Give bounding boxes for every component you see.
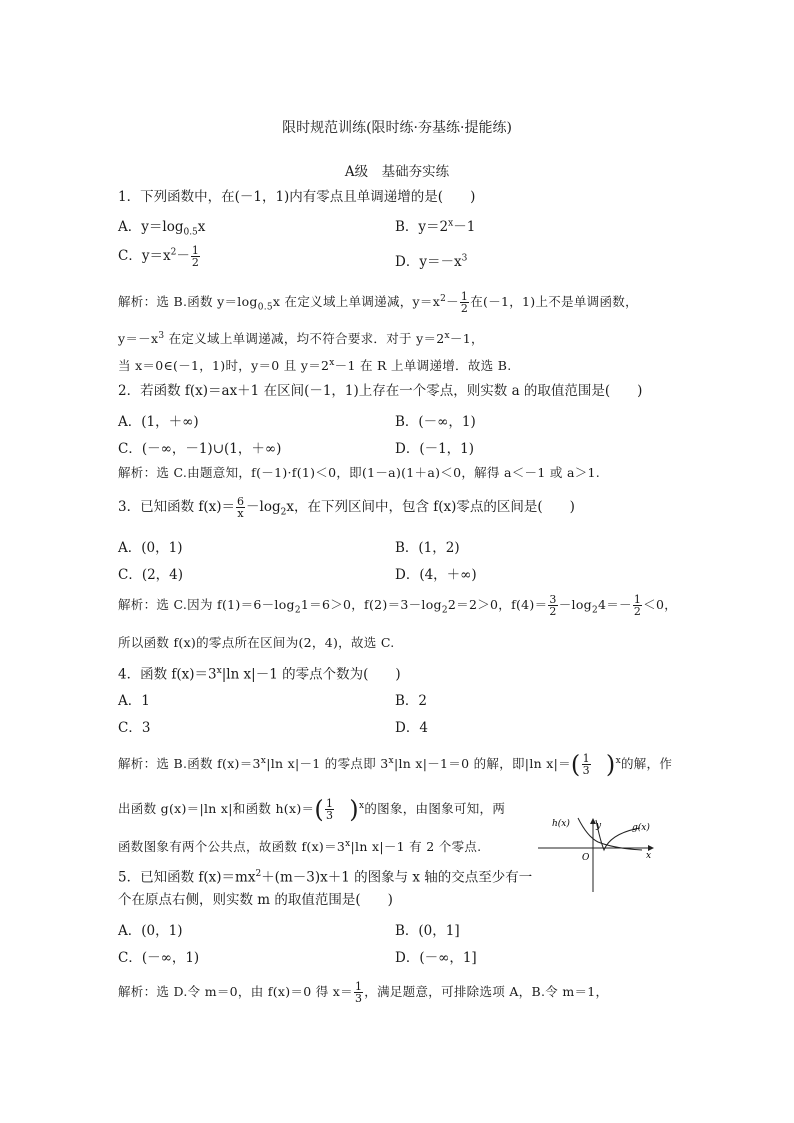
q3-solution-line1: 解析：选 C.因为 $f(1)=6-\log_21=6>0$，$f(2)=3-\log_22=2>0$，f(4)＝ $\frac{3}{2}$ $-\log_24=-$ $\frac{1}{2}$ ＜0，	[118, 593, 678, 618]
q2-option-c: C．(－∞，－1)∪(1，＋∞)	[118, 441, 282, 457]
section-heading: A级 基础夯实练	[344, 164, 450, 180]
q2-solution: 解析：选 C.由题意知，f(－1)·f(1)＜0，即(1－a)(1＋a)＜0，解得 a＜－1 或 a＞1.	[118, 465, 601, 480]
q1-stem: 1．下列函数中，在(－1，1)内有零点且单调递增的是( )	[118, 189, 476, 205]
q5-option-c: C．(－∞，1)	[118, 950, 200, 966]
q3-option-c: C．(2，4)	[118, 567, 184, 583]
q5-option-a: A．(0，1)	[118, 923, 183, 939]
q1-option-d: D．$y=-x^3$	[395, 253, 468, 270]
q4-solution-line3: 函数图象有两个公共点，故函数 $f(x)=3^x|\ln$ x|－1 有 2 个零点.	[118, 839, 482, 855]
q1-option-b: B．$y=2^x-1$	[395, 218, 476, 235]
q4-stem: 4．函数 $f(x)=3^x|\ln$ x|－1 的零点个数为( )	[118, 666, 401, 683]
q1-option-c: C．$y=x^2-$ $\frac{1}{2}$	[118, 244, 199, 269]
q2-stem: 2．若函数 f(x)＝ax＋1 在区间(－1，1)上存在一个零点，则实数 a 的取值范围是( )	[118, 383, 643, 399]
label-o: O	[582, 853, 590, 863]
q3-option-a: A．(0，1)	[118, 540, 183, 556]
q1-option-a: A．$y=\log_{0.5}x$	[118, 219, 206, 238]
q4-solution-line2: 出函数 g(x)＝|ln x|和函数 h(x)＝( $\frac{1}{3}$ )$^x$的图象，由图象可知，两	[118, 795, 506, 824]
q3-option-d: D．(4，＋∞)	[395, 567, 477, 583]
q4-option-a: A．1	[118, 693, 150, 709]
q4-option-b: B．2	[395, 693, 428, 709]
q3-solution-line2: 所以函数 f(x)的零点所在区间为(2，4)，故选 C.	[118, 635, 395, 650]
q3-option-b: B．(1，2)	[395, 540, 460, 556]
q3-stem: 3．已知函数 f(x)＝ $\frac{6}{x}$ $-\log_2x$，在下列区间中，包含 f(x)零点的区间是( )	[118, 495, 575, 520]
label-h: h(x)	[552, 819, 570, 829]
page-title: 限时规范训练(限时练·夯基练·提能练)	[282, 120, 512, 136]
function-graph	[538, 816, 658, 892]
q4-option-d: D．4	[395, 720, 428, 736]
q5-option-d: D．(－∞，1]	[395, 950, 477, 966]
label-y: y	[596, 821, 602, 831]
q2-option-b: B．(－∞，1)	[395, 414, 476, 430]
q1-solution-line2: $y=-x^3$ 在定义域上单调递减，均不符合要求．对于 $y=2^x-1$，	[118, 331, 484, 347]
q2-option-a: A．(1，＋∞)	[118, 414, 199, 430]
q5-solution: 解析：选 D.令 m＝0，由 f(x)＝0 得 x＝ $\frac{1}{3}$ ，满足题意，可排除选项 A，B.令 m＝1，	[118, 980, 609, 1005]
label-x: x	[646, 851, 652, 861]
q4-solution-line1: 解析：选 B.函数 $f(x)=3^x|\ln$ x|－1 的零点即 3$^x$|ln x|－1＝0 的解，即|ln x|＝( $\frac{1}{3}$ )$^x$的解，作	[118, 750, 673, 779]
q2-option-d: D．(－1，1)	[395, 441, 475, 457]
q5-stem-line1: 5．已知函数 $f(x)=mx^2+(m-3)x+1$ 的图象与 x 轴的交点至少有一	[118, 869, 533, 886]
q4-option-c: C．3	[118, 720, 151, 736]
q1-solution-line1: 解析：选 B.函数 $y=\log_{0.5}x$ 在定义域上单调递减，$y=x^2-$ $\frac{1}{2}$ 在(－1，1)上不是单调函数，	[118, 290, 638, 316]
q5-stem-line2: 个在原点右侧，则实数 m 的取值范围是( )	[118, 892, 393, 908]
q5-option-b: B．(0，1]	[395, 923, 460, 939]
label-g: g(x)	[632, 823, 650, 833]
q1-solution-line3: 当 x＝0∈(－1，1)时，y＝0 且 $y=2^x-1$ 在 R 上单调递增．故选 B.	[118, 358, 512, 374]
